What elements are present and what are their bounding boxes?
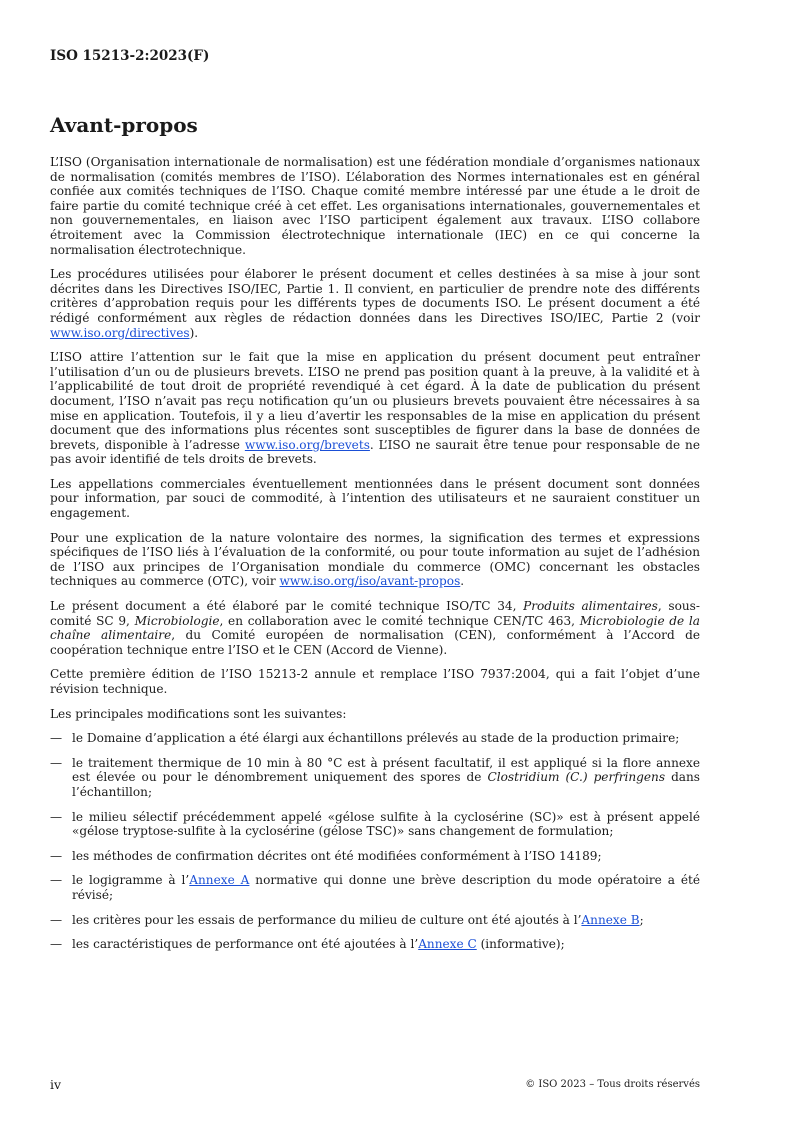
dash-bullet: — — [50, 731, 63, 746]
paragraph-trade-names: Les appellations commerciales éventuellement mentionnées dans le présent document sont données pour information, par souci de commodité, à l’intention des utilisateurs et ne sauraient constituer un engagement. — [50, 476, 700, 521]
list-item: — le traitement thermique de 10 min à 80 °C est à présent facultatif, il est appliqué si la flore annexe est élevée ou pour le dénombrement uniquement des spores de Clostridium (C.) perfringens dans l’échantillon; — [50, 755, 701, 799]
list-item: — les critères pour les essais de performance du milieu de culture ont été ajoutés à l’Annexe B; — [50, 912, 644, 927]
dash-bullet: — — [50, 809, 63, 824]
list-item: — le milieu sélectif précédemment appelé «gélose sulfite à la cyclosérine (SC)» est à présent appelé «gélose tryptose-sulfite à la cyclosérine (gélose TSC)» sans changement de formulation; — [50, 809, 700, 839]
directives-link[interactable]: www.iso.org/directives — [50, 325, 190, 340]
paragraph-procedures: Les procédures utilisées pour élaborer le présent document et celles destinées à sa mise à jour sont décrites dans les Directives ISO/IEC, Partie 1. Il convient, en particulier de prendre note des différents critères d’approbation requis pour les différents types de documents ISO. Le présent document a été rédigé conformément aux règles de rédaction données dans les Directives ISO/IEC, Partie 2 (voir www.iso.org/directives). — [50, 267, 700, 340]
dash-bullet: — — [50, 848, 63, 863]
paragraph-changes-intro: Les principales modifications sont les suivantes: — [50, 706, 347, 721]
dash-bullet: — — [50, 873, 63, 888]
list-item: — le logigramme à l’Annexe A normative qui donne une brève description du mode opératoire a été révisé; — [50, 873, 700, 902]
document-id: ISO 15213-2:2023(F) — [50, 48, 210, 64]
paragraph-edition: Cette première édition de l’ISO 15213-2 annule et remplace l’ISO 7937:2004, qui a fait l’objet d’une révision technique. — [50, 667, 700, 696]
list-item: — les méthodes de confirmation décrites ont été modifiées conformément à l’ISO 14189; — [50, 848, 602, 863]
list-item: — le Domaine d’application a été élargi aux échantillons prélevés au stade de la production primaire; — [50, 731, 680, 746]
annex-c-link[interactable]: Annexe C — [418, 937, 477, 952]
list-item: — les caractéristiques de performance ont été ajoutées à l’Annexe C (informative); — [50, 937, 565, 952]
foreword-body — [50, 155, 700, 962]
paragraph-committee: Le présent document a été élaboré par le comité technique ISO/TC 34, Produits alimentaires, sous-comité SC 9, Microbiologie, en collaboration avec le comité technique CEN/TC 463, Microbiologie de la chaîne alimentaire, du Comité européen de normalisation (CEN), conformément à l’Accord de coopération technique entre l’ISO et le CEN (Accord de Vienne). — [50, 599, 700, 657]
copyright-notice: © ISO 2023 – Tous droits réservés — [525, 1079, 700, 1090]
patents-link[interactable]: www.iso.org/brevets — [244, 437, 370, 452]
paragraph-voluntary-nature: Pour une explication de la nature volontaire des normes, la signification des termes et expressions spécifiques de l’ISO liés à l’évaluation de la conformité, ou pour toute information au sujet de l’adhésion de l’ISO aux principes de l’Organisation mondiale du commerce (OMC) concernant les obstacles techniques au commerce (OTC), voir www.iso.org/iso/avant-propos. — [50, 530, 700, 589]
dash-bullet: — — [50, 937, 63, 952]
annex-b-link[interactable]: Annexe B — [581, 912, 640, 927]
foreword-link[interactable]: www.iso.org/iso/avant-propos — [279, 574, 461, 589]
paragraph-patents: L’ISO attire l’attention sur le fait que la mise en application du présent document peut entraîner l’utilisation d’un ou de plusieurs brevets. L’ISO ne prend pas position quant à la preuve, à la validité et à l’applicabilité de tout droit de propriété revendiqué à cet égard. À la date de publication du présent document, l’ISO n’avait pas reçu notification qu’un ou plusieurs brevets pouvaient être nécessaires à sa mise en application. Toutefois, il y a lieu d’avertir les responsables de la mise en application du présent document que des informations plus récentes sont susceptibles de figurer dans la base de données de brevets, disponible à l’adresse www.iso.org/brevets. L’ISO ne saurait être tenue pour responsable de ne pas avoir identifié de tels droits de brevets. — [50, 350, 700, 467]
dash-bullet: — — [50, 755, 63, 770]
page-number: iv — [50, 1077, 62, 1092]
changes-list — [50, 731, 700, 952]
dash-bullet: — — [50, 912, 63, 927]
page-title: Avant-propos — [50, 113, 198, 137]
annex-a-link[interactable]: Annexe A — [189, 873, 250, 888]
paragraph-iso-intro: L’ISO (Organisation internationale de normalisation) est une fédération mondiale d’organismes nationaux de normalisation (comités membres de l’ISO). L’élaboration des Normes internationales est en général confiée aux comités techniques de l’ISO. Chaque comité membre intéressé par une étude a le droit de faire partie du comité technique créé à cet effet. Les organisations internationales, gouvernementales et non gouvernementales, en liaison avec l’ISO participent également aux travaux. L’ISO collabore étroitement avec la Commission électrotechnique internationale (IEC) en ce qui concerne la normalisation électrotechnique. — [50, 155, 700, 257]
